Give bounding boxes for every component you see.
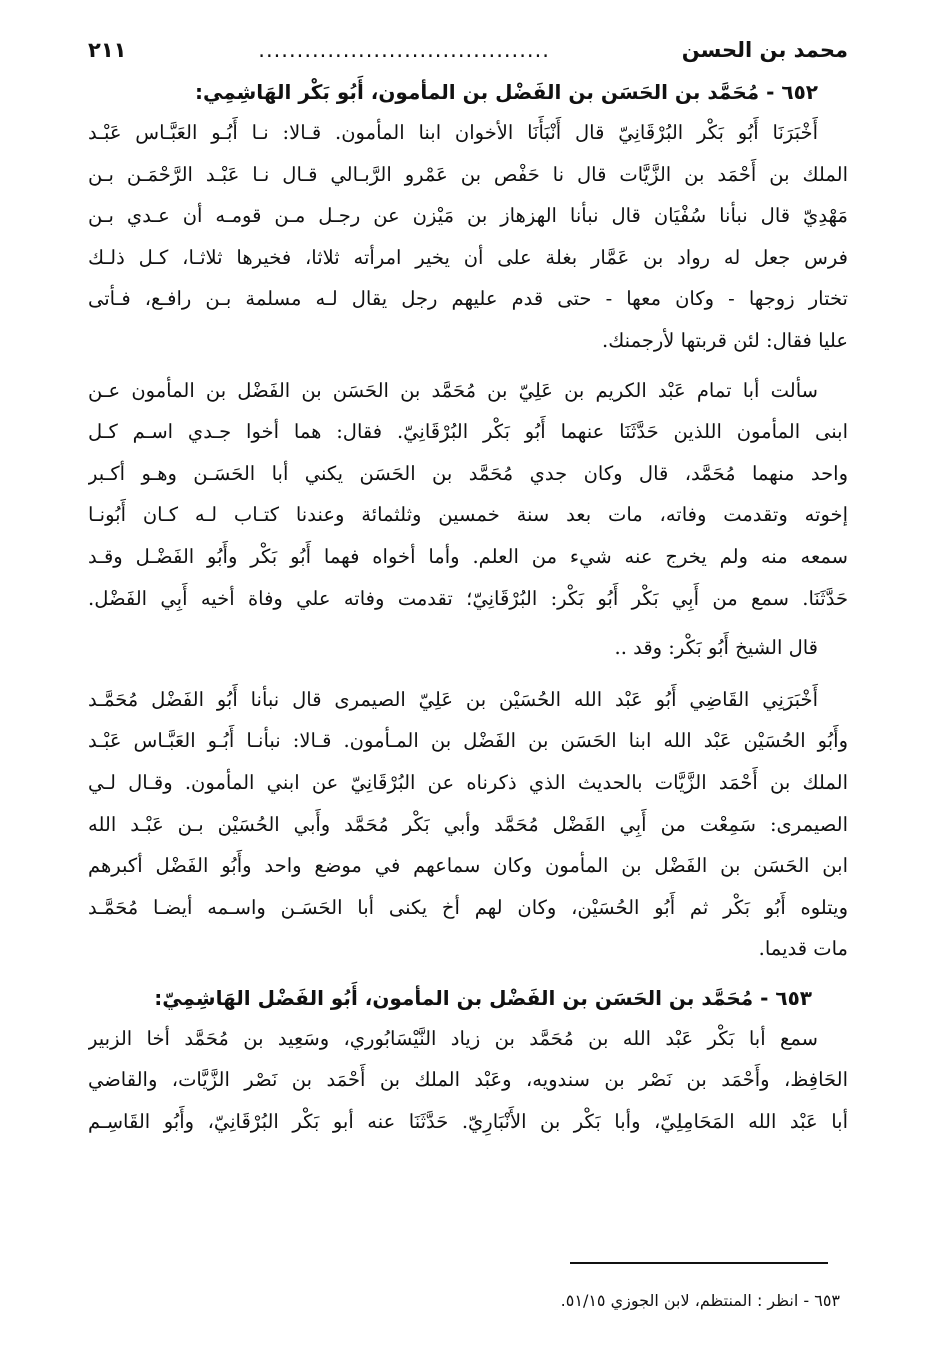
text-line: وأَبُو الحُسَيْن عَبْد الله ابنا الحَسَن بن الفَضْل بن المـأمون. قـالا: نبأنـا أَبُـو العَبَّـاس عَبْـد [88, 729, 848, 753]
text-line: سألت أبا تمام عَبْد الكريم بن عَلِيّ بن مُحَمَّد بن الحَسَن بن الفَضْل بن المأمون عـن [88, 378, 818, 402]
entry-652-paragraph-1 [88, 112, 848, 362]
entry-653-paragraph-1 [88, 1018, 848, 1143]
running-title: محمد بن الحسن [681, 38, 848, 62]
text-line: الحَافِظ، وأَحْمَد بن نَصْر بن سندويه، وعَبْد الملك بن أَحْمَد بن نَصْر الزَّيَّات، والقاضي [88, 1068, 848, 1092]
text-line: إخوته وتقدمت وفاته، مات بعد سنة خمسين وثلثمائة وعندنا كتـاب لـه كـان أَبُونـا [88, 503, 848, 527]
text-line: واحد منهما مُحَمَّد، قال وكان جدي مُحَمَّد بن الحَسَن يكني أبا الحَسَـن وهـو أكـبر [88, 461, 848, 485]
text-line: الصيمرى: سَمِعْت من أَبِي الفَضْل مُحَمَّد وأبي بَكْر مُحَمَّد وأَبي الحُسَيْن بـن عَبْـد الله [88, 812, 848, 836]
text-line: مَهْدِيّ قال نبأنا سُفْيَان قال نبأنا الهزهاز بن مَيْزن عن رجـل مـن قومـه أن عـدي بـن [88, 204, 848, 228]
text-line: الملك بن أَحْمَد الزَّيَّات بالحديث الذي ذكرناه عن البُرْقَانِيّ عن ابني المأمون. وقـال لـي [88, 770, 848, 794]
text-line: الملك بن أَحْمَد بن الزَّيَّات قال نا حَفْص بن عَمْرو الرَّبـالي قـال نـا عَبْـد الرَّحْمَـن بـن [88, 162, 848, 186]
text-line: حَدَّثَنَا. سمع من أَبِي بَكْر أَبُو بَكْر: البُرْقَانِيّ؛ تقدمت وفاته علي وفاة أخيه أَبِي الفَضْل. [88, 586, 848, 610]
text-line: ابنى المأمون اللذين حَدَّثَنَا عنهما أَبُو بَكْر البُرْقَانِيّ. فقال: هما أخوا جـدي اسـم كـل [88, 420, 848, 444]
entry-heading-652: ٦٥٢ - مُحَمَّد بن الحَسَن بن الفَضْل بن المأمون، أَبُو بَكْر الهَاشِمِي: [195, 80, 818, 104]
text-line: أَخْبَرَنِي القَاضِي أَبُو عَبْد الله الحُسَيْن بن عَلِيّ الصيمرى قال نبأنا أَبُو الفَضْل مُحَمَّـد [88, 687, 818, 711]
text-line: أَخْبَرَنَا أَبُو بَكْر البُرْقَانِيّ قال أَنْبَأَنَا الأخوان ابنا المأمون. قـالا: نـا أَبُـو العَبَّـاس عَبْـد [88, 121, 818, 144]
footnote-divider [570, 1262, 828, 1264]
text-line: مات قديما. [758, 937, 848, 961]
page-number: ٢١١ [88, 38, 127, 62]
entry-652-paragraph-4 [88, 679, 848, 970]
text-line: عليا فقال: لئن قربتها لأرجمنك. [602, 328, 848, 352]
text-line: ويتلوه أَبُو بَكْر ثم أَبُو الحُسَيْن، وكان لهم أخ يكنى أبا الحَسَـن واسـمه أيضـا مُحَمَّـد [88, 895, 848, 919]
text-line: سمع أبا بَكْر عَبْد الله بن مُحَمَّد بن زياد النَّيْسَابُوري، وسَعِيد بن مُحَمَّد أخا الزبير [88, 1026, 818, 1050]
entry-652-paragraph-3: قال الشيخ أَبُو بَكْر: وقد .. [614, 636, 818, 660]
text-line: ابن الحَسَن بن الفَضْل بن المأمون وكان سماعهم في موضع واحد وأَبُو الفَضْل أكبرهم [88, 854, 848, 878]
running-header [88, 28, 848, 72]
footnote: ٦٥٣ - انظر : المنتظم، لابن الجوزي ٥١/١٥. [560, 1291, 840, 1310]
document-page [88, 28, 848, 1151]
text-line: تختار زوجها - وكان معها - حتى قدم عليهم رجل يقال لـه مسلمة بـن رافـع، فـأتى [88, 287, 848, 311]
text-line: سمعه منه ولم يخرج عنه شيء من العلم. وأما أخواه فهما أَبُو بَكْر وأَبُو الفَضْـل وقـد [88, 544, 848, 568]
entry-652-paragraph-2 [88, 370, 848, 620]
entry-heading-653: ٦٥٣ - مُحَمَّد بن الحَسَن بن الفَضْل بن المأمون، أَبُو الفَضْل الهَاشِمِيّ: [154, 985, 812, 1010]
text-line: فرس جعل له رواد بن عَمَّار بغلة على أن يخير امرأته ثلاثا، فخيرها ثلاثـا، كـل ذلـك [88, 245, 848, 269]
text-line: أبا عَبْد الله المَحَامِلِيّ، وأبا بَكْر بن الأَنْبَارِيّ. حَدَّثَنَا عنه أبو بَكْر البُرْقَانِيّ، وأَبُو القَاسِـم [88, 1110, 848, 1134]
leader-dots: ...................................... [258, 38, 550, 62]
